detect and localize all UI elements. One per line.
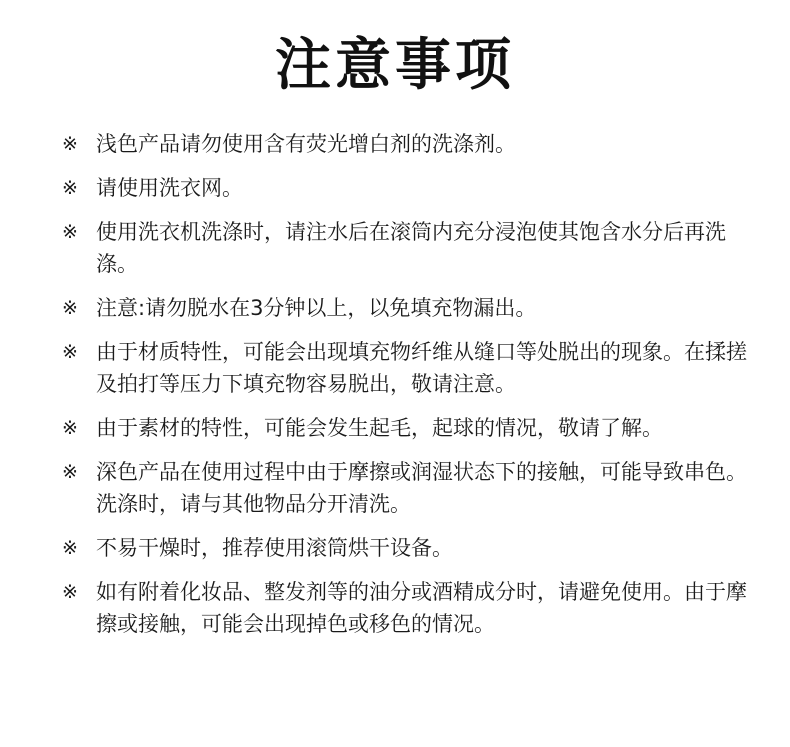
page-title: 注意事项 — [275, 33, 515, 98]
notice-item — [62, 412, 750, 444]
notice-text: 注意:请勿脱水在3分钟以上，以免填充物漏出。 — [96, 296, 537, 320]
notice-item — [62, 576, 750, 640]
notice-item — [62, 336, 750, 400]
notice-text: 不易干燥时，推荐使用滚筒烘干设备。 — [96, 536, 453, 560]
reference-mark-icon: ※ — [62, 581, 78, 603]
reference-mark-icon: ※ — [62, 537, 78, 559]
notice-item — [62, 172, 750, 204]
reference-mark-icon: ※ — [62, 297, 78, 319]
reference-mark-icon: ※ — [62, 461, 78, 483]
notice-text: 浅色产品请勿使用含有荧光增白剂的洗涤剂。 — [96, 132, 516, 156]
reference-mark-icon: ※ — [62, 133, 78, 155]
reference-mark-icon: ※ — [62, 417, 78, 439]
notice-text: 由于素材的特性，可能会发生起毛，起球的情况，敬请了解。 — [96, 416, 663, 440]
notice-item — [62, 456, 750, 520]
notice-list — [0, 128, 790, 640]
notice-item — [62, 532, 750, 564]
notice-item — [62, 292, 750, 324]
notice-text: 深色产品在使用过程中由于摩擦或润湿状态下的接触，可能导致串色。洗涤时，请与其他物品分开清洗。 — [96, 460, 747, 516]
reference-mark-icon: ※ — [62, 177, 78, 199]
notice-text: 如有附着化妆品、整发剂等的油分或酒精成分时，请避免使用。由于摩擦或接触，可能会出现掉色或移色的情况。 — [96, 580, 747, 636]
notice-item — [62, 216, 750, 280]
reference-mark-icon: ※ — [62, 221, 78, 243]
notice-text: 使用洗衣机洗涤时，请注水后在滚筒内充分浸泡使其饱含水分后再洗涤。 — [96, 220, 726, 276]
notice-text: 由于材质特性，可能会出现填充物纤维从缝口等处脱出的现象。在揉搓及拍打等压力下填充物容易脱出，敬请注意。 — [96, 340, 747, 396]
notice-item — [62, 128, 750, 160]
reference-mark-icon: ※ — [62, 341, 78, 363]
notice-text: 请使用洗衣网。 — [96, 176, 243, 200]
